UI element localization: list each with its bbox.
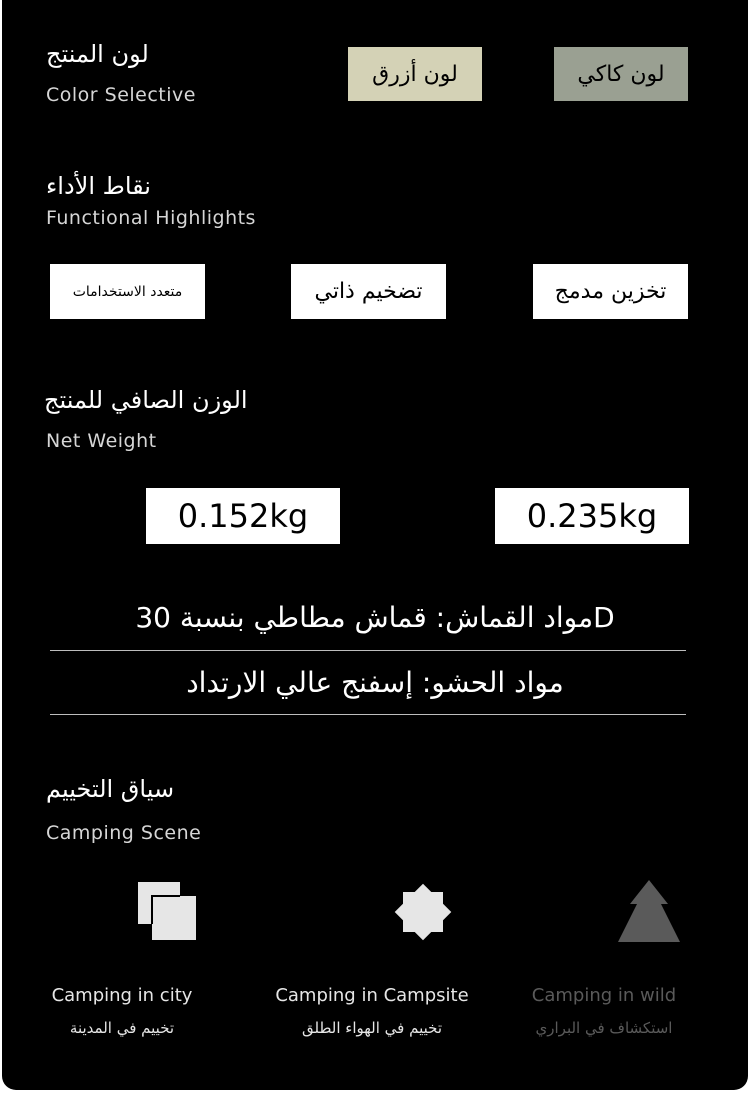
color-section-subtitle: Color Selective	[46, 84, 196, 106]
camping-section-title: سياق التخييم	[46, 775, 175, 803]
weight-value: 0.235kg	[526, 497, 658, 535]
weight-value-box	[146, 488, 340, 544]
weight-value: 0.152kg	[177, 497, 309, 535]
divider	[50, 650, 686, 651]
highlight-multipurpose	[50, 264, 205, 319]
filling-material-text: مواد الحشو: إسفنج عالي الارتداد	[186, 666, 564, 699]
scene-label-en: Camping in Campsite	[275, 985, 469, 1006]
weight-section-title: الوزن الصافي للمنتج	[44, 386, 248, 414]
highlights-section-title: نقاط الأداء	[46, 172, 151, 200]
squares-icon	[136, 880, 200, 944]
weight-section-subtitle: Net Weight	[46, 430, 157, 452]
highlight-integrated-storage	[533, 264, 688, 319]
color-option-label: لون كاكي	[577, 61, 665, 87]
scene-label-en: Camping in wild	[531, 985, 677, 1006]
color-section-title: لون المنتج	[46, 40, 149, 68]
color-option-khaki[interactable]	[554, 47, 688, 101]
color-option-label: لون أزرق	[372, 61, 458, 87]
highlights-section-subtitle: Functional Highlights	[46, 207, 256, 229]
color-option-blue[interactable]	[348, 47, 482, 101]
weight-value-box	[495, 488, 689, 544]
tree-icon	[616, 878, 682, 944]
highlight-label: تضخيم ذاتي	[314, 279, 423, 304]
scene-label-en: Camping in city	[51, 985, 193, 1006]
highlight-label: متعدد الاستخدامات	[72, 283, 183, 300]
product-detail-card	[2, 0, 748, 1090]
star-icon	[390, 879, 456, 945]
fabric-material-text: Dمواد القماش: قماش مطاطي بنسبة 30	[135, 601, 615, 634]
scene-label-ar: تخييم في المدينة	[69, 1019, 175, 1037]
camping-section-subtitle: Camping Scene	[46, 822, 202, 844]
highlight-self-inflating	[291, 264, 446, 319]
highlight-label: تخزين مدمج	[554, 279, 667, 304]
scene-label-ar: تخييم في الهواء الطلق	[301, 1019, 442, 1037]
divider	[50, 714, 686, 715]
scene-label-ar: استكشاف في البراري	[535, 1019, 673, 1037]
